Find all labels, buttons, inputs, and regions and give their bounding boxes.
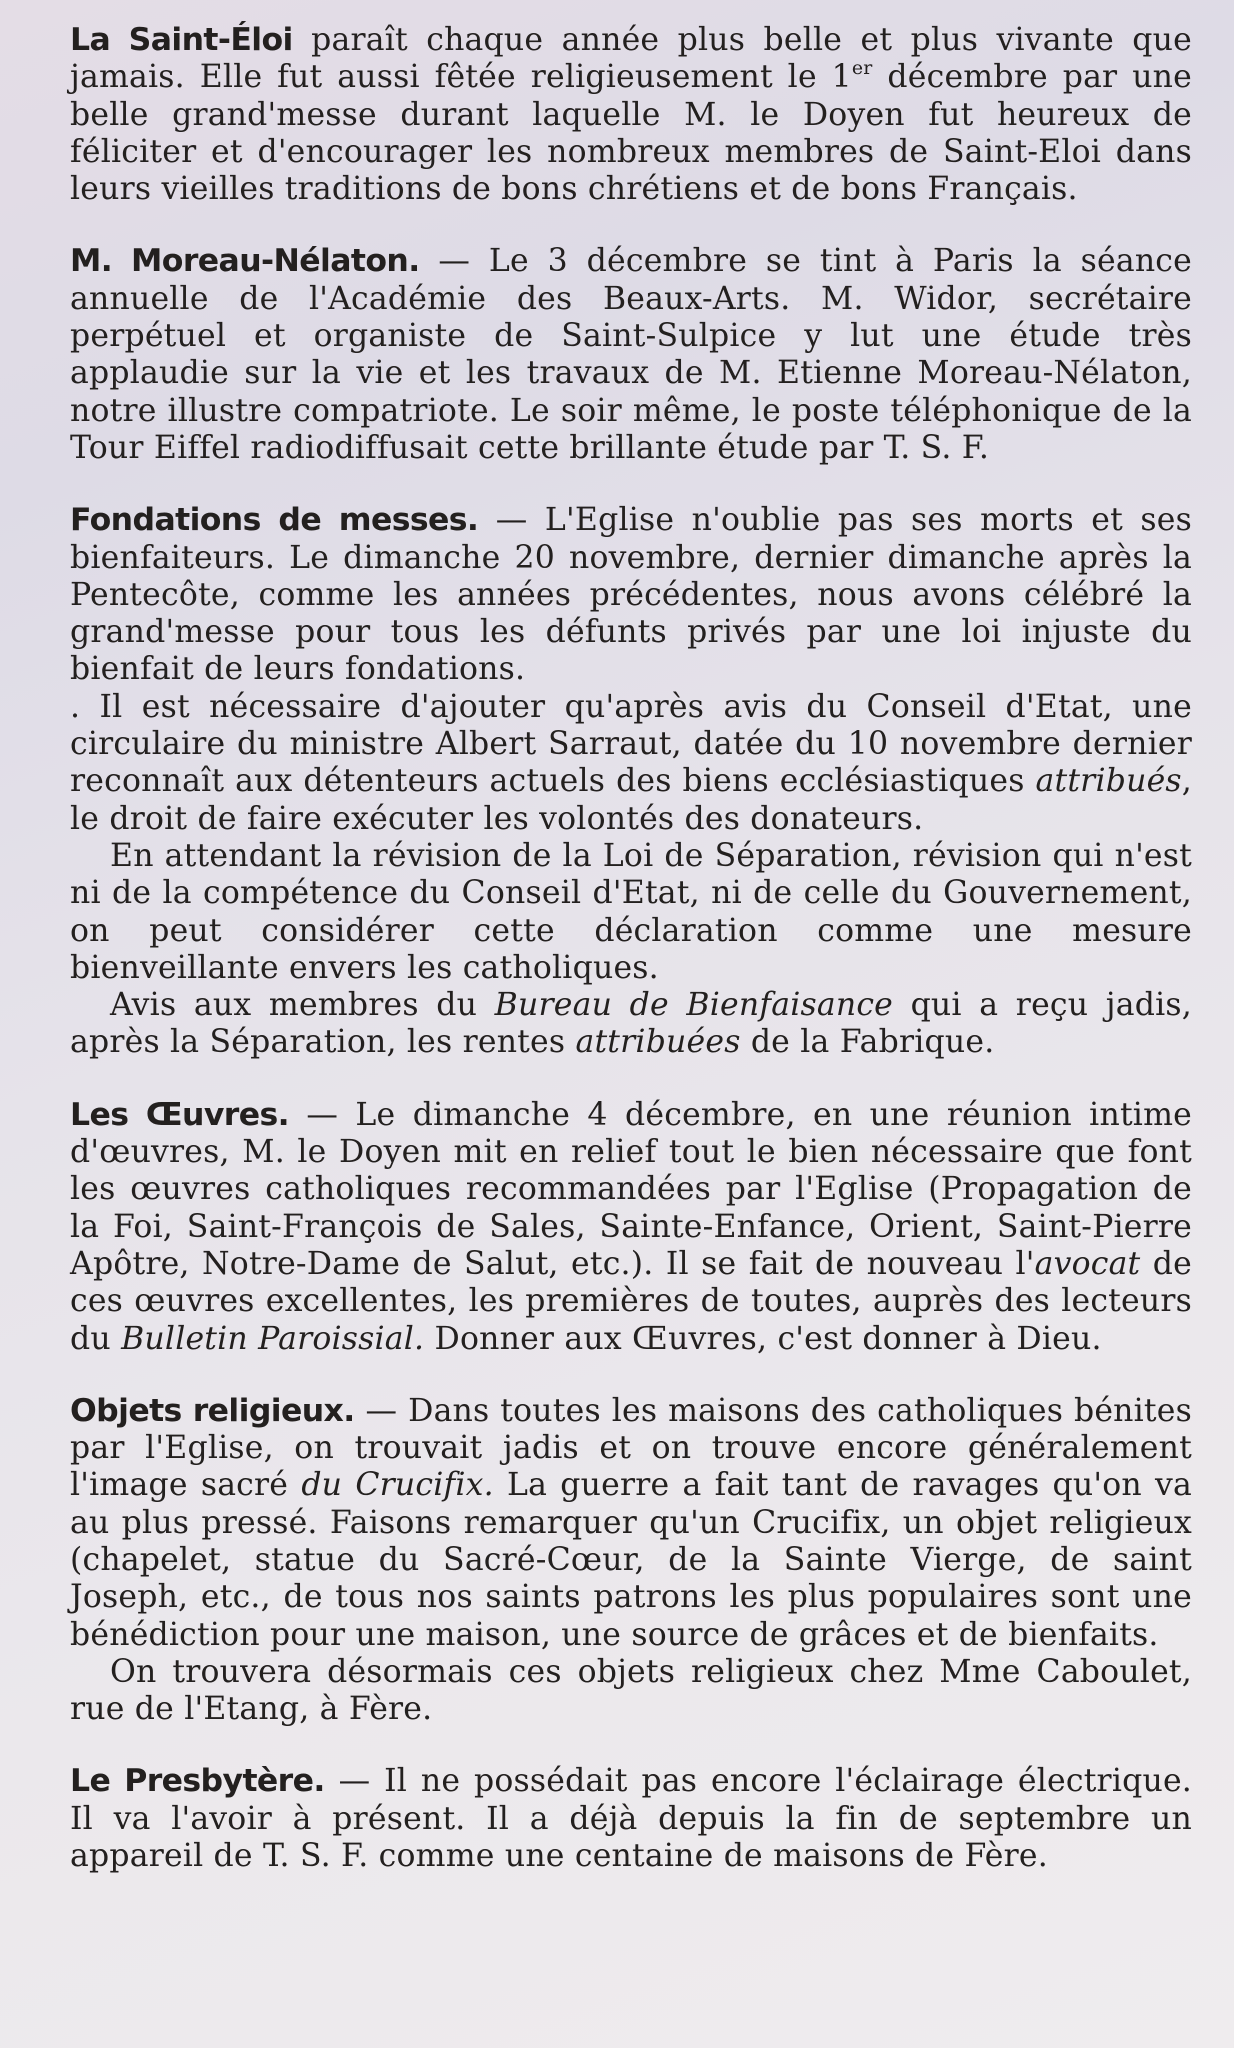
section-heading: M. Moreau-Nélaton.	[70, 243, 420, 280]
text-run: qui a reçu jadis, après la Séparation, les rentes	[70, 987, 1192, 1061]
article-section	[70, 22, 1192, 208]
section-heading: Les Œuvres.	[70, 1096, 290, 1133]
text-run: de la Fabrique.	[740, 1024, 995, 1061]
section-heading: Objets religieux.	[70, 1392, 355, 1429]
article-paragraph	[70, 502, 1192, 688]
italic-text: Bureau de Bienfaisance	[494, 987, 893, 1024]
text-run: La guerre a fait tant de ravages qu'on va au plus pressé. Faisons remarquer qu'un Crucifix, un objet religieux (chapelet, statue du Sacré-Cœur, de la Sainte Vierge, de saint Joseph, etc., de tous nos saints patrons les plus populaires sont une bénédiction pour une maison, une source de grâces et de bienfaits.	[70, 1467, 1192, 1653]
text-run: — Le dimanche 4 décembre, en une réunion intime d'œuvres, M. le Doyen mit en relief tout le bien nécessaire que font les œuvres catholiques recommandées par l'Eglise (Propagation de la Foi, Saint-François de Sales, Sainte-Enfance, Orient, Saint-Pierre Apôtre, Notre-Dame de Salut, etc.). Il se fait de nouveau l'	[70, 1096, 1192, 1282]
article-paragraph	[70, 689, 1192, 838]
italic-text: attribués	[1035, 763, 1182, 800]
text-run: . Il est nécessaire d'ajouter qu'après avis du Conseil d'Etat, une circulaire du ministre Albert Sarraut, datée du 10 novembre dernier reconnaît aux détenteurs actuels des biens ecclésiastiques	[70, 688, 1192, 800]
text-run: — Dans toutes les maisons des catholiques bénites par l'Eglise, on trouvait jadis et on trouve encore généralement l'image sacré	[70, 1392, 1193, 1504]
section-heading: Le Presbytère.	[70, 1763, 325, 1800]
text-run: On trouvera désormais ces objets religieux chez Mme Caboulet, rue de l'Etang, à Fère.	[70, 1653, 1192, 1728]
text-run: En attendant la révision de la Loi de Séparation, révision qui n'est ni de la compétence du Conseil d'Etat, ni de celle du Gouvernement, on peut considérer cette déclaration comme une mesure bienveillante envers les catholiques.	[70, 837, 1192, 986]
italic-text: du Crucifix.	[301, 1467, 494, 1504]
article-section	[70, 243, 1192, 467]
text-run: paraît chaque année plus belle et plus vivante que jamais. Elle fut aussi fêtée religieusement le 1	[70, 22, 1193, 96]
article-paragraph	[70, 838, 1192, 987]
italic-text: Bulletin Paroissial.	[121, 1320, 425, 1357]
article-section	[70, 1097, 1192, 1358]
text-run: , le droit de faire exécuter les volontés des donateurs.	[70, 763, 1192, 837]
text-run: de ces œuvres excellentes, les premières de toutes, auprès des lecteurs du	[70, 1245, 1192, 1357]
article-paragraph	[70, 1654, 1192, 1729]
text-run: — L'Eglise n'oublie pas ses morts et ses bienfaiteurs. Le dimanche 20 novembre, dernier dimanche après la Pentecôte, comme les années précédentes, nous avons célébré la grand'messe pour tous les défunts privés par une loi injuste du bienfait de leurs fondations.	[70, 502, 1193, 688]
article-paragraph	[70, 1763, 1192, 1875]
text-run: Donner aux Œuvres, c'est donner à Dieu.	[424, 1320, 1102, 1357]
superscript-text: er	[851, 57, 873, 80]
text-run: — Le 3 décembre se tint à Paris la séance annuelle de l'Académie des Beaux-Arts. M. Widor, secrétaire perpétuel et organiste de Saint-Sulpice y lut une étude très applaudie sur la vie et les travaux de M. Etienne Moreau-Nélaton, notre illustre compatriote. Le soir même, le poste téléphonique de la Tour Eiffel radiodiffusait cette brillante étude par T. S. F.	[70, 243, 1192, 466]
section-heading: Fondations de messes.	[70, 502, 479, 539]
article-paragraph	[70, 243, 1192, 467]
text-run: — Il ne possédait pas encore l'éclairage électrique. Il va l'avoir à présent. Il a déjà depuis la fin de septembre un appareil de T. S. F. comme une centaine de maisons de Fère.	[70, 1763, 1192, 1875]
section-heading: La Saint-Éloi	[70, 22, 293, 58]
text-run: Avis aux membres du	[110, 987, 495, 1024]
article-paragraph	[70, 987, 1192, 1062]
article-section	[70, 1393, 1192, 1729]
article-section	[70, 1763, 1192, 1875]
article-paragraph	[70, 1097, 1192, 1358]
article-paragraph	[70, 1393, 1192, 1654]
article-section	[70, 502, 1192, 1061]
text-run: décembre par une belle grand'messe durant laquelle M. le Doyen fut heureux de féliciter et d'encourager les nombreux membres de Saint-Eloi dans leurs vieilles traditions de bons chrétiens et de bons Français.	[70, 59, 1193, 208]
italic-text: attribuées	[575, 1024, 741, 1061]
italic-text: avocat	[1034, 1245, 1141, 1282]
article-paragraph	[70, 22, 1192, 208]
